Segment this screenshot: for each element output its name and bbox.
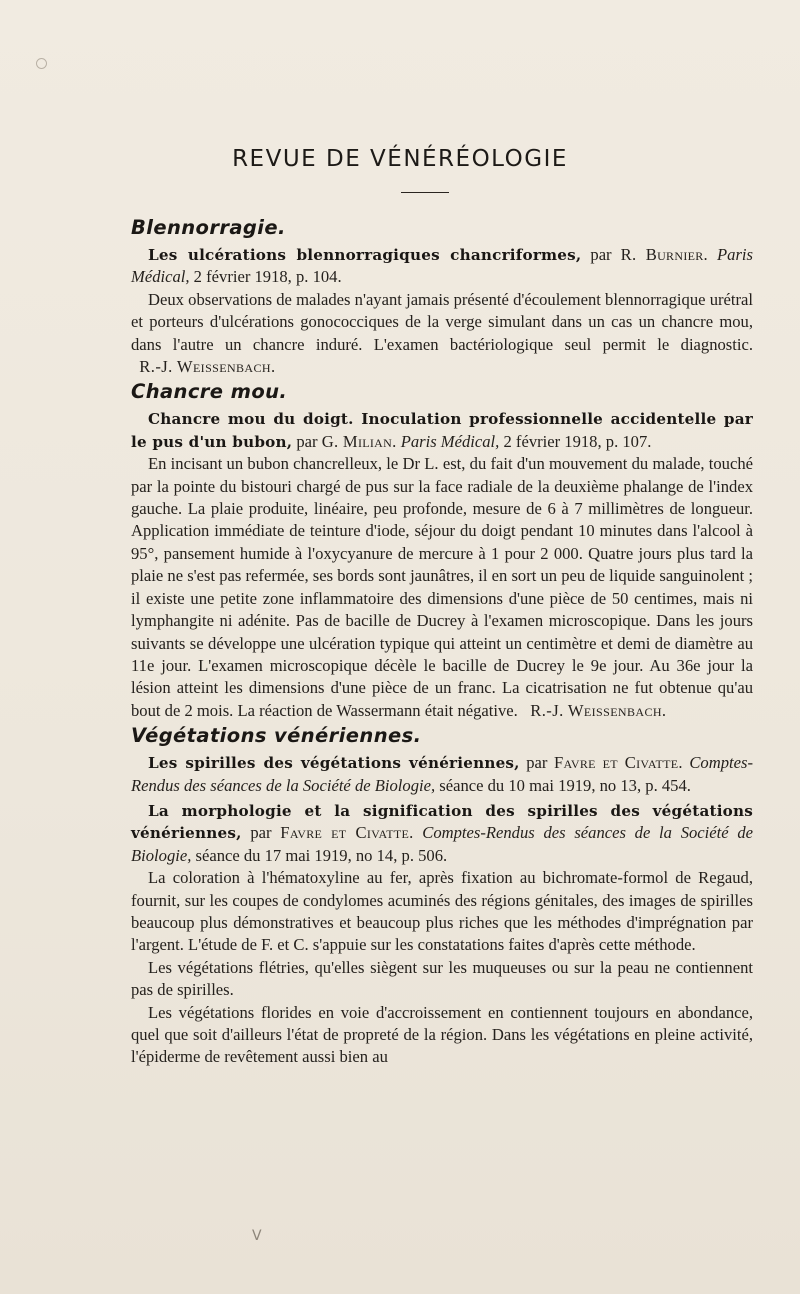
article-body-paragraph: Les végétations flétries, qu'elles siègent sur les muqueuses ou sur la peau ne contiennent pas de spirilles. <box>131 957 753 1000</box>
page-blemish <box>36 58 47 69</box>
article-title: Chancre mou du doigt. Inoculation professionnelle accidentelle par le pus d'un bubon, <box>131 410 753 451</box>
par-word: par <box>519 753 554 773</box>
article-body-paragraph: Les végétations florides en voie d'accroissement en contiennent toujours en abondance, quel que soit d'ailleurs l'état de propreté de la région. Dans les végétations en pleine activité, l'épiderme de revêtement aussi bien au <box>131 1002 753 1067</box>
article-header-spirilles <box>131 752 753 797</box>
article-header-chancre <box>131 408 753 453</box>
article-title: Les spirilles des végétations vénériennes, <box>148 754 520 773</box>
par-word: par <box>581 245 621 264</box>
article-signature: R.-J. Weissenbach. <box>139 357 276 377</box>
article-author: Favre et Civatte. <box>280 823 414 843</box>
body-text: Deux observations de malades n'ayant jamais présenté d'écoulement blennorragique urétral et porteurs d'ulcérations gonococciques de la verge simulant dans un cas un chancre mou, dans l'autre un chancre induré. L'examen bactériologique seul permit le diagnostic. <box>131 289 753 354</box>
article-header-blennorragie <box>131 244 753 289</box>
article-signature: R.-J. Weissenbach. <box>530 700 667 720</box>
article-body <box>131 289 753 379</box>
article-author: G. Milian. <box>321 431 397 451</box>
margin-mark: V <box>252 1228 262 1244</box>
par-word: par <box>292 431 322 451</box>
article-author: R. Burnier. <box>620 245 708 264</box>
body-text: En incisant un bubon chancrelleux, le Dr L. est, du fait d'un mouvement du malade, touché par la pointe du bistouri chargé de pus sur la face radiale de la deuxième phalange de l'index gauche. La plaie produite, linéaire, peu profonde, mesure de 6 à 7 millimètres de longueur. Application immédiate de teinture d'iode, séjour du doigt pendant 10 minutes dans l'alcool à 95°, pansement humide à l'oxycyanure de mercure à 1 pour 2 000. Quatre jours plus tard la plaie ne s'est pas refermée, ses bords sont jaunâtres, il en sort un peu de liquide sanguinolent ; il existe une petite zone inflammatoire des dimensions d'une pièce de 50 centimes, mais ni lymphangite ni adénite. Pas de bacille de Ducrey à l'examen microscopique. Dans les jours suivants se développe une ulcération typique qui atteint un centimètre et demi de diamètre au 11e jour. L'examen microscopique décèle le bacille de Ducrey le 9e jour. Au 36e jour la lésion atteint les dimensions d'une pièce de un franc. La cicatrisation ne fut obtenue qu'au bout de 2 mois. La réaction de Wassermann était négative. <box>131 454 753 720</box>
par-word: par <box>241 823 281 843</box>
article-author: Favre et Civatte. <box>553 753 683 773</box>
article-body <box>131 453 753 722</box>
article-citation: 2 février 1918, p. 107. <box>499 431 652 451</box>
journal-name: Paris Médical, <box>131 245 753 287</box>
article-citation: séance du 10 mai 1919, no 13, p. 454. <box>435 775 691 795</box>
article-title: La morphologie et la signification des spirilles des végétations vénériennes, <box>131 801 753 843</box>
section-heading-blennorragie: Blennorragie. <box>131 216 286 239</box>
section-heading-vegetations: Végétations vénériennes. <box>131 724 422 748</box>
article-citation: séance du 17 mai 1919, no 14, p. 506. <box>191 845 448 865</box>
article-column <box>131 214 753 1069</box>
journal-name: Comptes-Rendus des séances de la Société de Biologie, <box>131 753 753 795</box>
journal-name: Comptes-Rendus des séances de la Société de Biologie, <box>131 823 754 865</box>
article-citation: 2 février 1918, p. 104. <box>189 267 342 287</box>
section-heading-chancre: Chancre mou. <box>131 380 288 404</box>
article-header-morphologie <box>131 800 753 867</box>
title-rule <box>401 192 449 193</box>
article-title: Les ulcérations blennorragiques chancriformes, <box>148 246 582 264</box>
running-title: REVUE DE VÉNÉRÉOLOGIE <box>232 146 568 172</box>
journal-name: Paris Médical, <box>396 431 500 451</box>
article-body-paragraph: La coloration à l'hématoxyline au fer, après fixation au bichromate-formol de Regaud, fournit, sur les coupes de condylomes acuminés des régions génitales, des images de spirilles beaucoup plus démonstratives et beaucoup plus riches que les méthodes d'imprégnation par l'argent. L'étude de F. et C. s'appuie sur les constatations faites d'après cette méthode. <box>131 868 753 955</box>
